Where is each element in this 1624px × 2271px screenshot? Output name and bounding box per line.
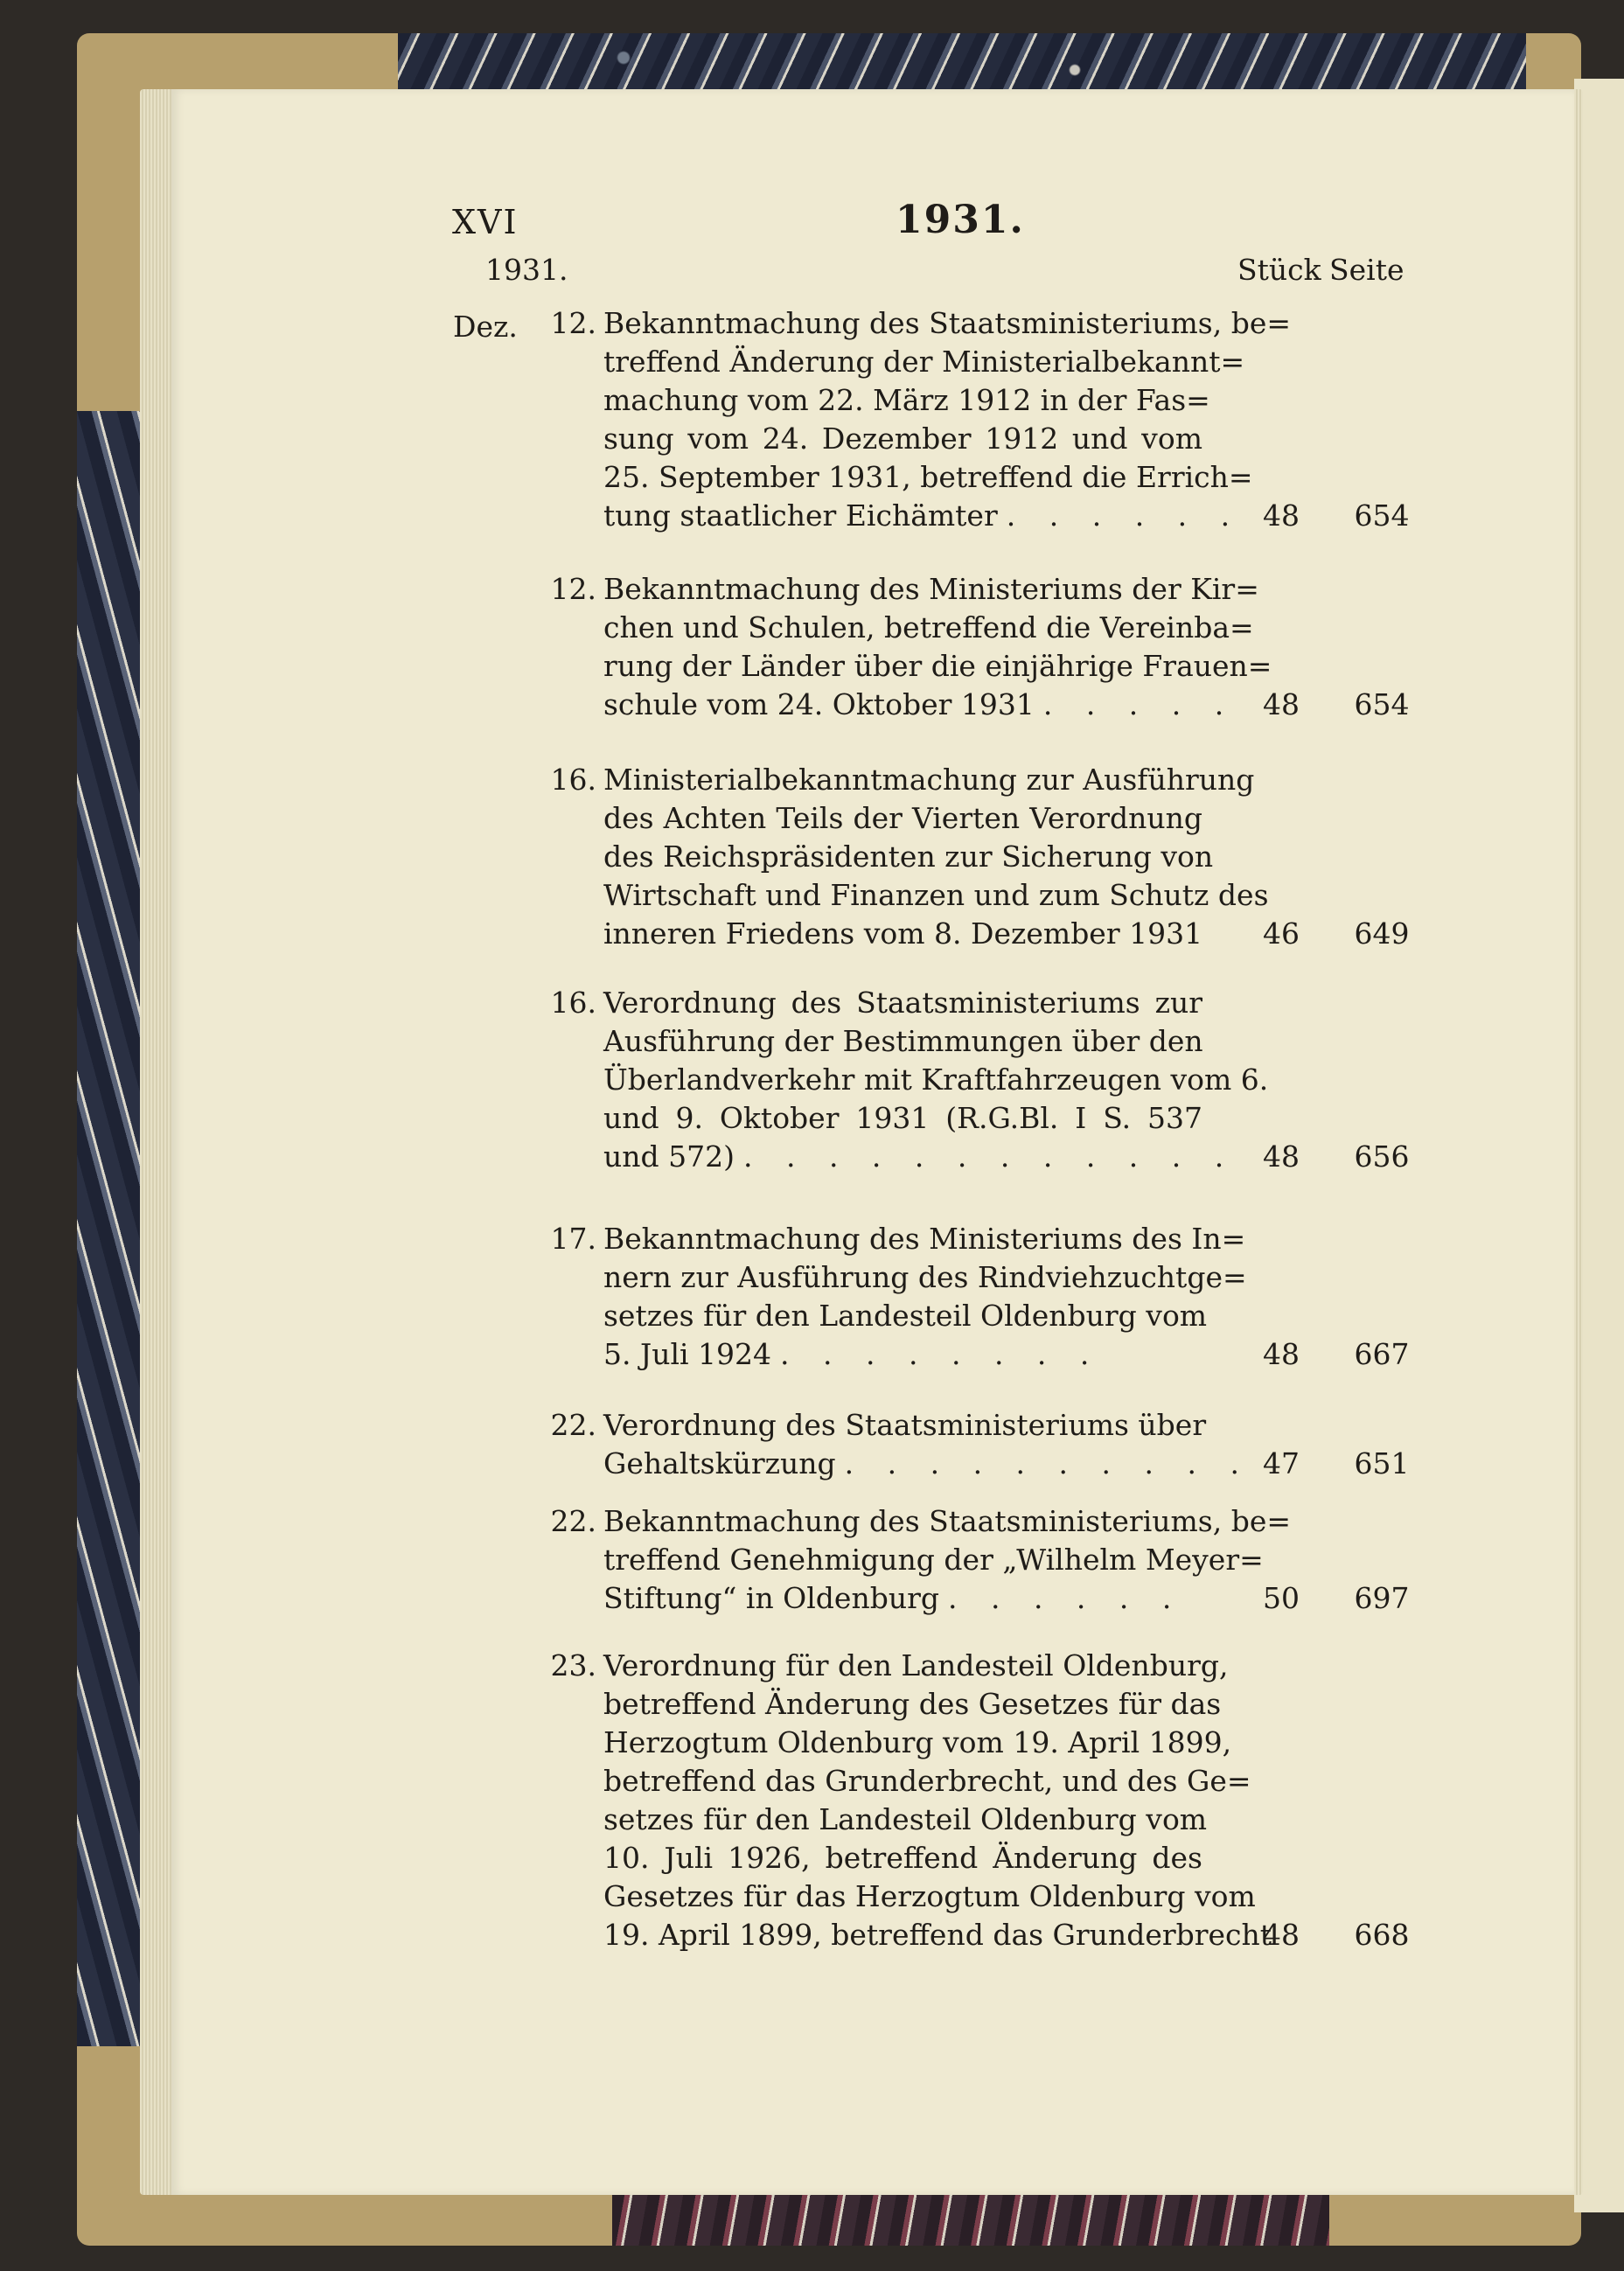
- entry-line: Verordnung des Staatsministeriums über: [603, 1408, 1207, 1442]
- entry-line: betreffend das Grunderbrecht, und des Ge=: [603, 1764, 1251, 1798]
- marbled-cover-left: [77, 411, 147, 2046]
- entry-line: inneren Friedens vom 8. Dezember 1931: [603, 916, 1203, 951]
- column-header-seite: Seite: [1329, 253, 1404, 287]
- entry-seite-number: 649: [1354, 916, 1410, 951]
- marbled-cover-bottom: [612, 2195, 1329, 2246]
- entry-stueck-number: 48: [1263, 498, 1300, 533]
- entry-line: 10. Juli 1926, betreffend Änderung des: [603, 1841, 1202, 1875]
- leader-dots: . . . . . . . . . .: [844, 1446, 1251, 1480]
- column-header-stueck: Stück: [1237, 253, 1321, 287]
- entry-day: 22.: [550, 1504, 596, 1538]
- entry-line: 19. April 1899, betreffend das Grunderbrecht: [603, 1918, 1272, 1952]
- entry-stueck-number: 47: [1263, 1446, 1300, 1480]
- entry-line: Bekanntmachung des Staatsministeriums, be=: [603, 306, 1292, 340]
- entry-seite-number: 668: [1354, 1918, 1410, 1952]
- entry-day: 16.: [550, 986, 596, 1020]
- entry-line: 25. September 1931, betreffend die Errich=: [603, 460, 1253, 494]
- entry-line: Bekanntmachung des Ministeriums des In=: [603, 1222, 1246, 1256]
- entry-day: 22.: [550, 1408, 596, 1442]
- month-label: Dez.: [453, 310, 518, 344]
- entry-line: des Reichspräsidenten zur Sicherung von: [603, 839, 1214, 874]
- entry-line: treffend Änderung der Ministerialbekannt=: [603, 345, 1245, 379]
- entry-text: [603, 1647, 1478, 1954]
- marbled-cover-top: [398, 33, 1526, 94]
- entry-seite-number: 697: [1354, 1581, 1410, 1615]
- entry-seite-number: 654: [1354, 687, 1410, 721]
- entry-line: Wirtschaft und Finanzen und zum Schutz des: [603, 878, 1269, 912]
- entry-stueck-number: 48: [1263, 1139, 1300, 1174]
- leader-dots: . . . . . . . .: [780, 1337, 1102, 1371]
- entry-line: Ministerialbekanntmachung zur Ausführung: [603, 763, 1255, 797]
- entry-line: sung vom 24. Dezember 1912 und vom: [603, 421, 1202, 456]
- entry-stueck-number: 46: [1263, 916, 1300, 951]
- entry-seite-number: 651: [1354, 1446, 1410, 1480]
- leader-dots: . . . . . . . . . . . .: [742, 1139, 1237, 1174]
- entry-line: 5. Juli 1924: [603, 1337, 772, 1371]
- entry-line: Verordnung des Staatsministeriums zur: [603, 986, 1202, 1020]
- entry-line: schule vom 24. Oktober 1931: [603, 687, 1035, 721]
- entry-line: chen und Schulen, betreffend die Vereinba=: [603, 610, 1254, 644]
- leader-dots: . . . . .: [1042, 687, 1237, 721]
- entry-line: rung der Länder über die einjährige Frauen=: [603, 649, 1272, 683]
- leader-dots: . . . . . .: [1006, 498, 1243, 533]
- entry-day: 12.: [550, 572, 596, 606]
- entry-line: Gesetzes für das Herzogtum Oldenburg vom: [603, 1879, 1256, 1913]
- entry-seite-number: 667: [1354, 1337, 1410, 1371]
- entry-line: Bekanntmachung des Ministeriums der Kir=: [603, 572, 1259, 606]
- entry-line: Gehaltskürzung: [603, 1446, 836, 1480]
- entry-line: setzes für den Landesteil Oldenburg vom: [603, 1802, 1208, 1836]
- entry-line: machung vom 22. März 1912 in der Fas=: [603, 383, 1210, 417]
- entry-line: Verordnung für den Landesteil Oldenburg,: [603, 1648, 1229, 1682]
- page-number: XVI: [452, 203, 519, 241]
- entry-line: nern zur Ausführung des Rindviehzuchtge=: [603, 1260, 1247, 1294]
- entry-line: tung staatlicher Eichämter: [603, 498, 998, 533]
- leader-dots: . . . . . .: [947, 1581, 1184, 1615]
- entry-line: Überlandverkehr mit Kraftfahrzeugen vom 6.: [603, 1062, 1269, 1097]
- entry-stueck-number: 48: [1263, 687, 1300, 721]
- entry-line: treffend Genehmigung der „Wilhelm Meyer=: [603, 1543, 1264, 1577]
- entry-line: Bekanntmachung des Staatsministeriums, be=: [603, 1504, 1292, 1538]
- page-title-year: 1931.: [896, 198, 1025, 242]
- entry-line: Ausführung der Bestimmungen über den: [603, 1024, 1203, 1058]
- entry-seite-number: 654: [1354, 498, 1410, 533]
- entry-line: und 572): [603, 1139, 735, 1174]
- entry-line: betreffend Änderung des Gesetzes für das: [603, 1687, 1222, 1721]
- entry-stueck-number: 48: [1263, 1918, 1300, 1952]
- entry-line: und 9. Oktober 1931 (R.G.Bl. I S. 537: [603, 1101, 1202, 1135]
- entry-day: 16.: [550, 763, 596, 797]
- entry-day: 17.: [550, 1222, 596, 1256]
- entry-stueck-number: 48: [1263, 1337, 1300, 1371]
- column-year: 1931.: [485, 253, 568, 287]
- entry-line: Stiftung“ in Oldenburg: [603, 1581, 939, 1615]
- entry-day: 12.: [550, 306, 596, 340]
- entry-line: setzes für den Landesteil Oldenburg vom: [603, 1299, 1208, 1333]
- entry-line: Herzogtum Oldenburg vom 19. April 1899,: [603, 1725, 1232, 1759]
- entry-line: des Achten Teils der Vierten Verordnung: [603, 801, 1202, 835]
- entry-seite-number: 656: [1354, 1139, 1410, 1174]
- entry-day: 23.: [550, 1648, 596, 1682]
- entry-stueck-number: 50: [1263, 1581, 1300, 1615]
